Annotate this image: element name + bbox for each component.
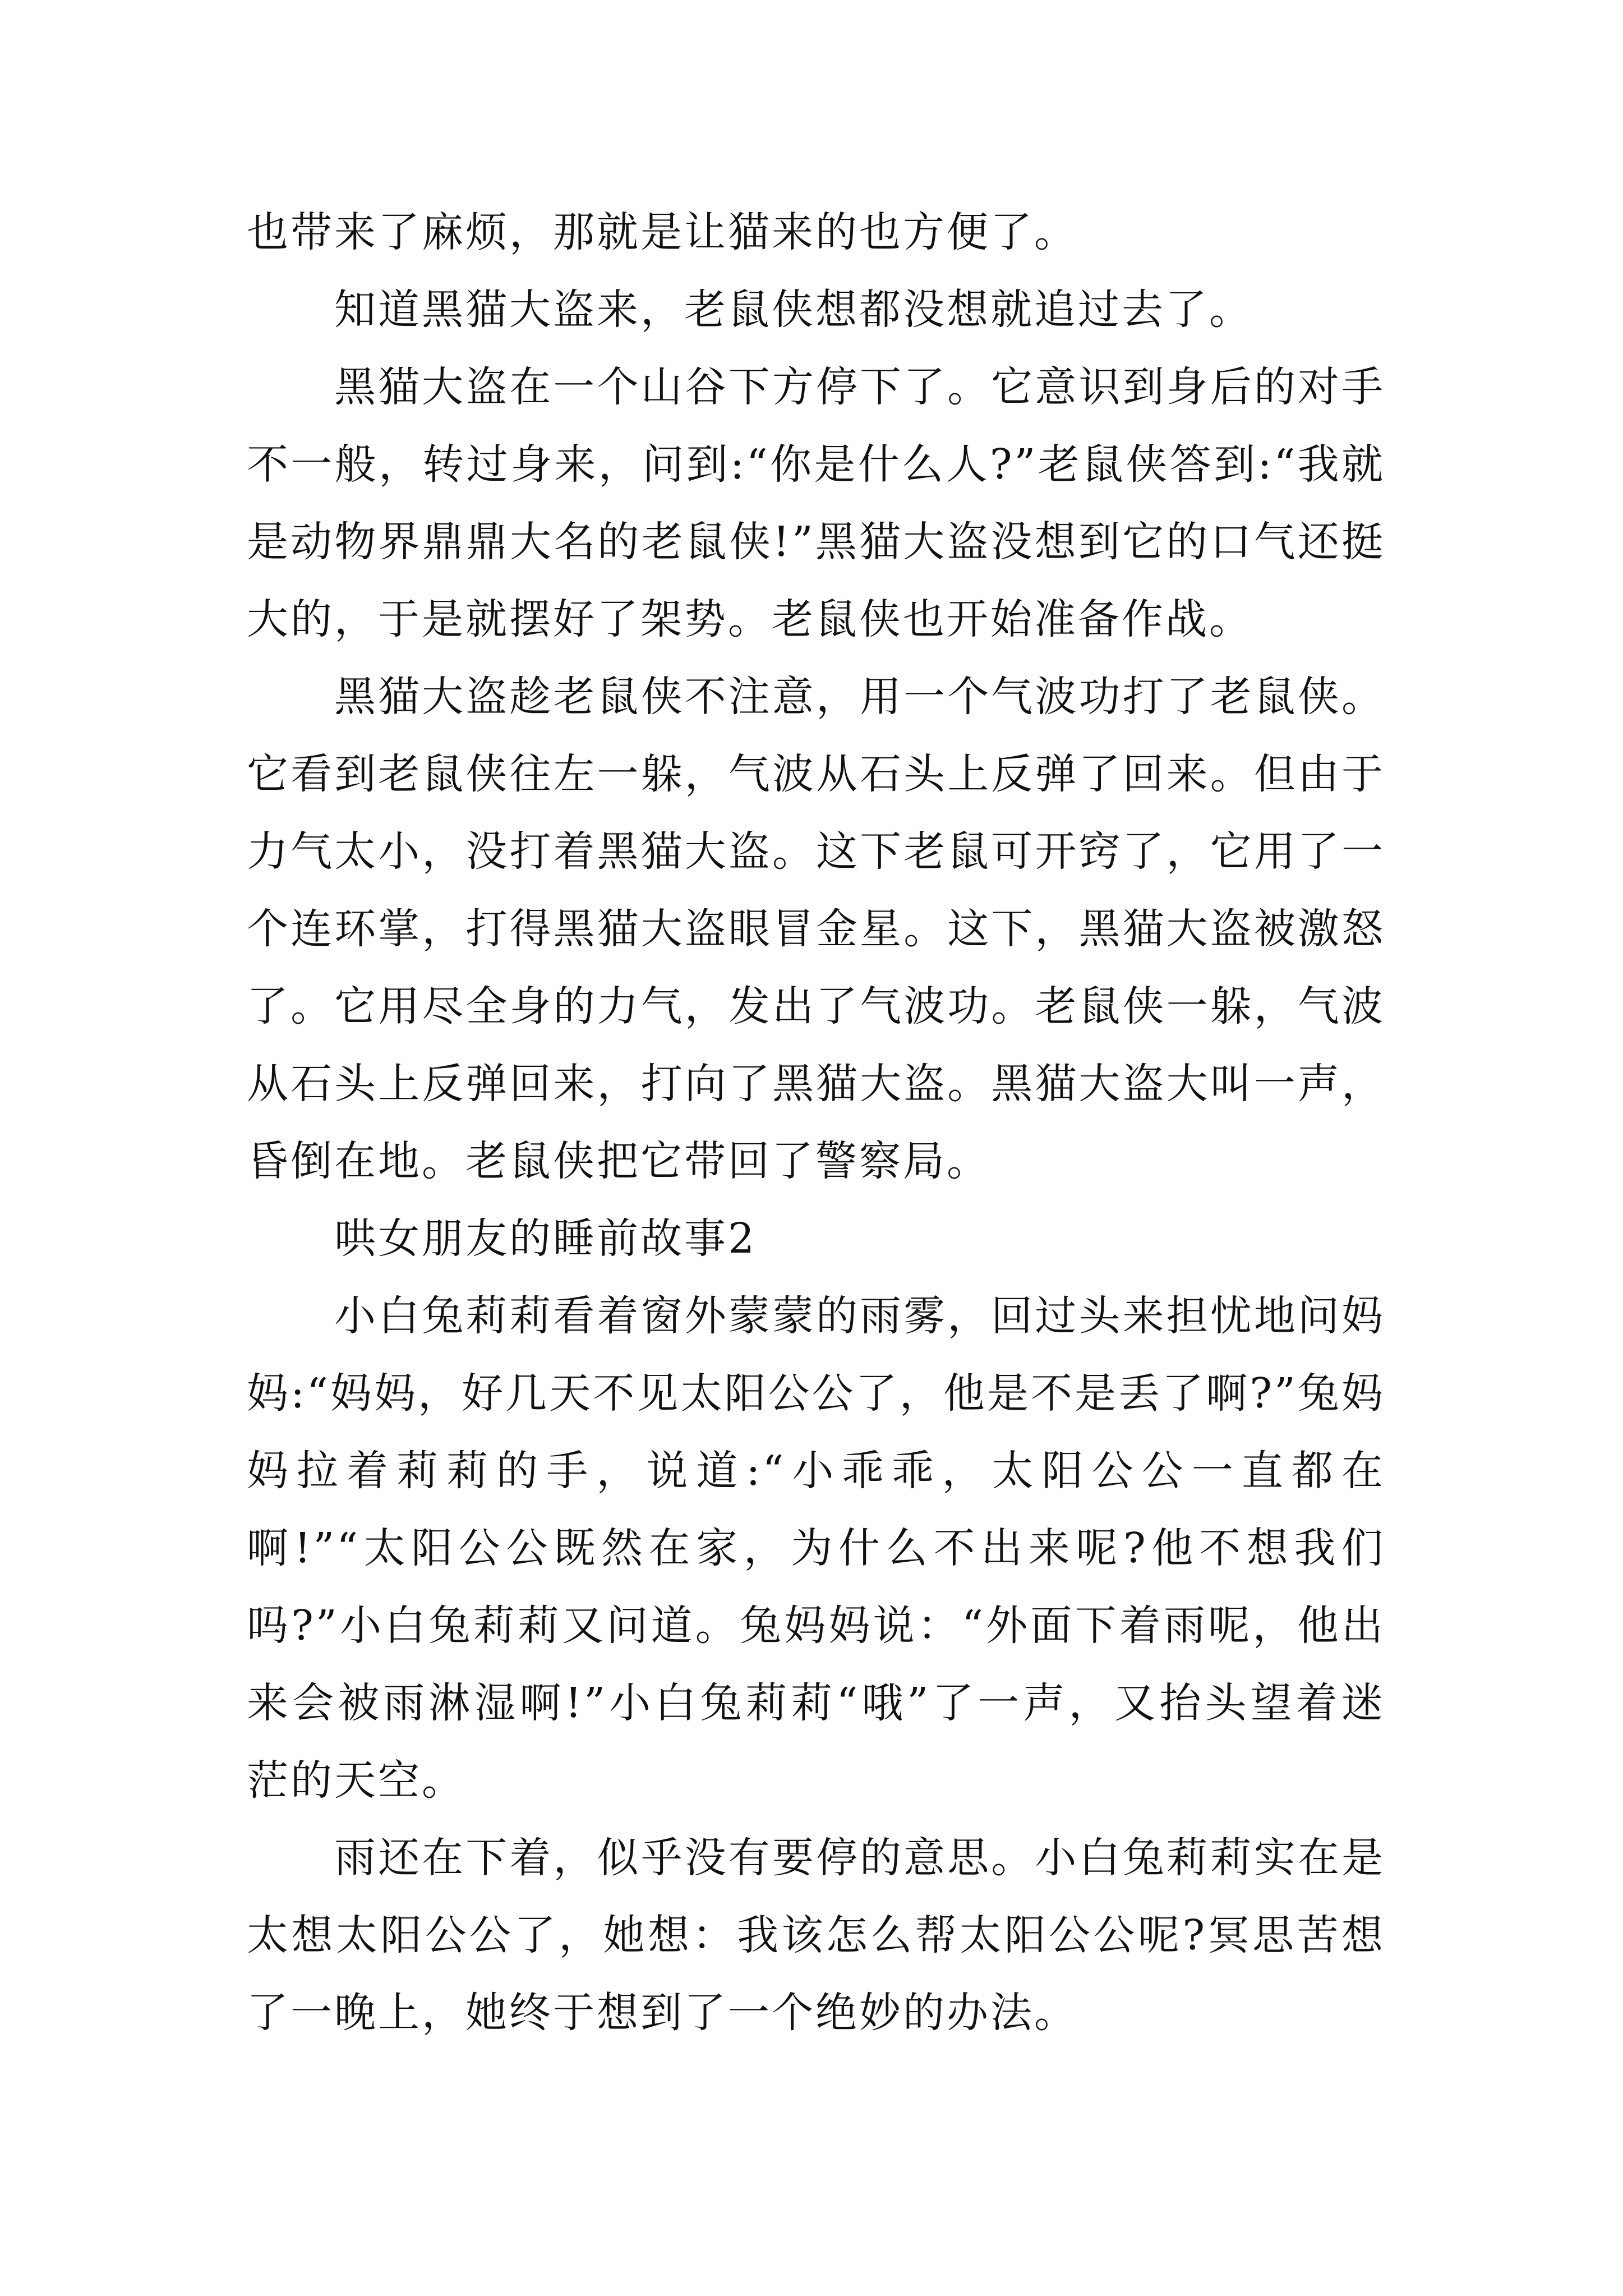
paragraph-continuation: 也带来了麻烦，那就是让猫来的也方便了。 <box>247 208 1078 256</box>
paragraph: 黑猫大盗在一个山谷下方停下了。它意识到身后的对手不一般，转过身来，问到:“你是什么人?”老鼠侠答到:“我就是动物界鼎鼎大名的老鼠侠!”黑猫大盗没想到它的口气还挺大的，于是就摆好了架势。老鼠侠也开始准备作战。 <box>247 363 1385 643</box>
paragraph: 小白兔莉莉看着窗外蒙蒙的雨雾，回过头来担忧地问妈妈:“妈妈，好几天不见太阳公公了，他是不是丢了啊?”兔妈妈拉着莉莉的手，说道:“小乖乖，太阳公公一直都在啊!”“太阳公公既然在家，为什么不出来呢?他不想我们吗?”小白兔莉莉又问道。兔妈妈说：“外面下着雨呢，他出来会被雨淋湿啊!”小白兔莉莉“哦”了一声，又抬头望着迷茫的天空。 <box>247 1292 1385 1805</box>
document-body <box>247 194 1385 2051</box>
paragraph: 黑猫大盗趁老鼠侠不注意，用一个气波功打了老鼠侠。它看到老鼠侠往左一躲，气波从石头上反弹了回来。但由于力气太小，没打着黑猫大盗。这下老鼠可开窍了，它用了一个连环掌，打得黑猫大盗眼冒金星。这下，黑猫大盗被激怒了。它用尽全身的力气，发出了气波功。老鼠侠一躲，气波从石头上反弹回来，打向了黑猫大盗。黑猫大盗大叫一声，昏倒在地。老鼠侠把它带回了警察局。 <box>247 673 1385 1185</box>
paragraph: 知道黑猫大盗来，老鼠侠想都没想就追过去了。 <box>334 286 1253 334</box>
story-heading: 哄女朋友的睡前故事2 <box>334 1214 757 1263</box>
paragraph: 雨还在下着，似乎没有要停的意思。小白兔莉莉实在是太想太阳公公了，她想：我该怎么帮太阳公公呢?冥思苦想了一晚上，她终于想到了一个绝妙的办法。 <box>247 1834 1385 2037</box>
